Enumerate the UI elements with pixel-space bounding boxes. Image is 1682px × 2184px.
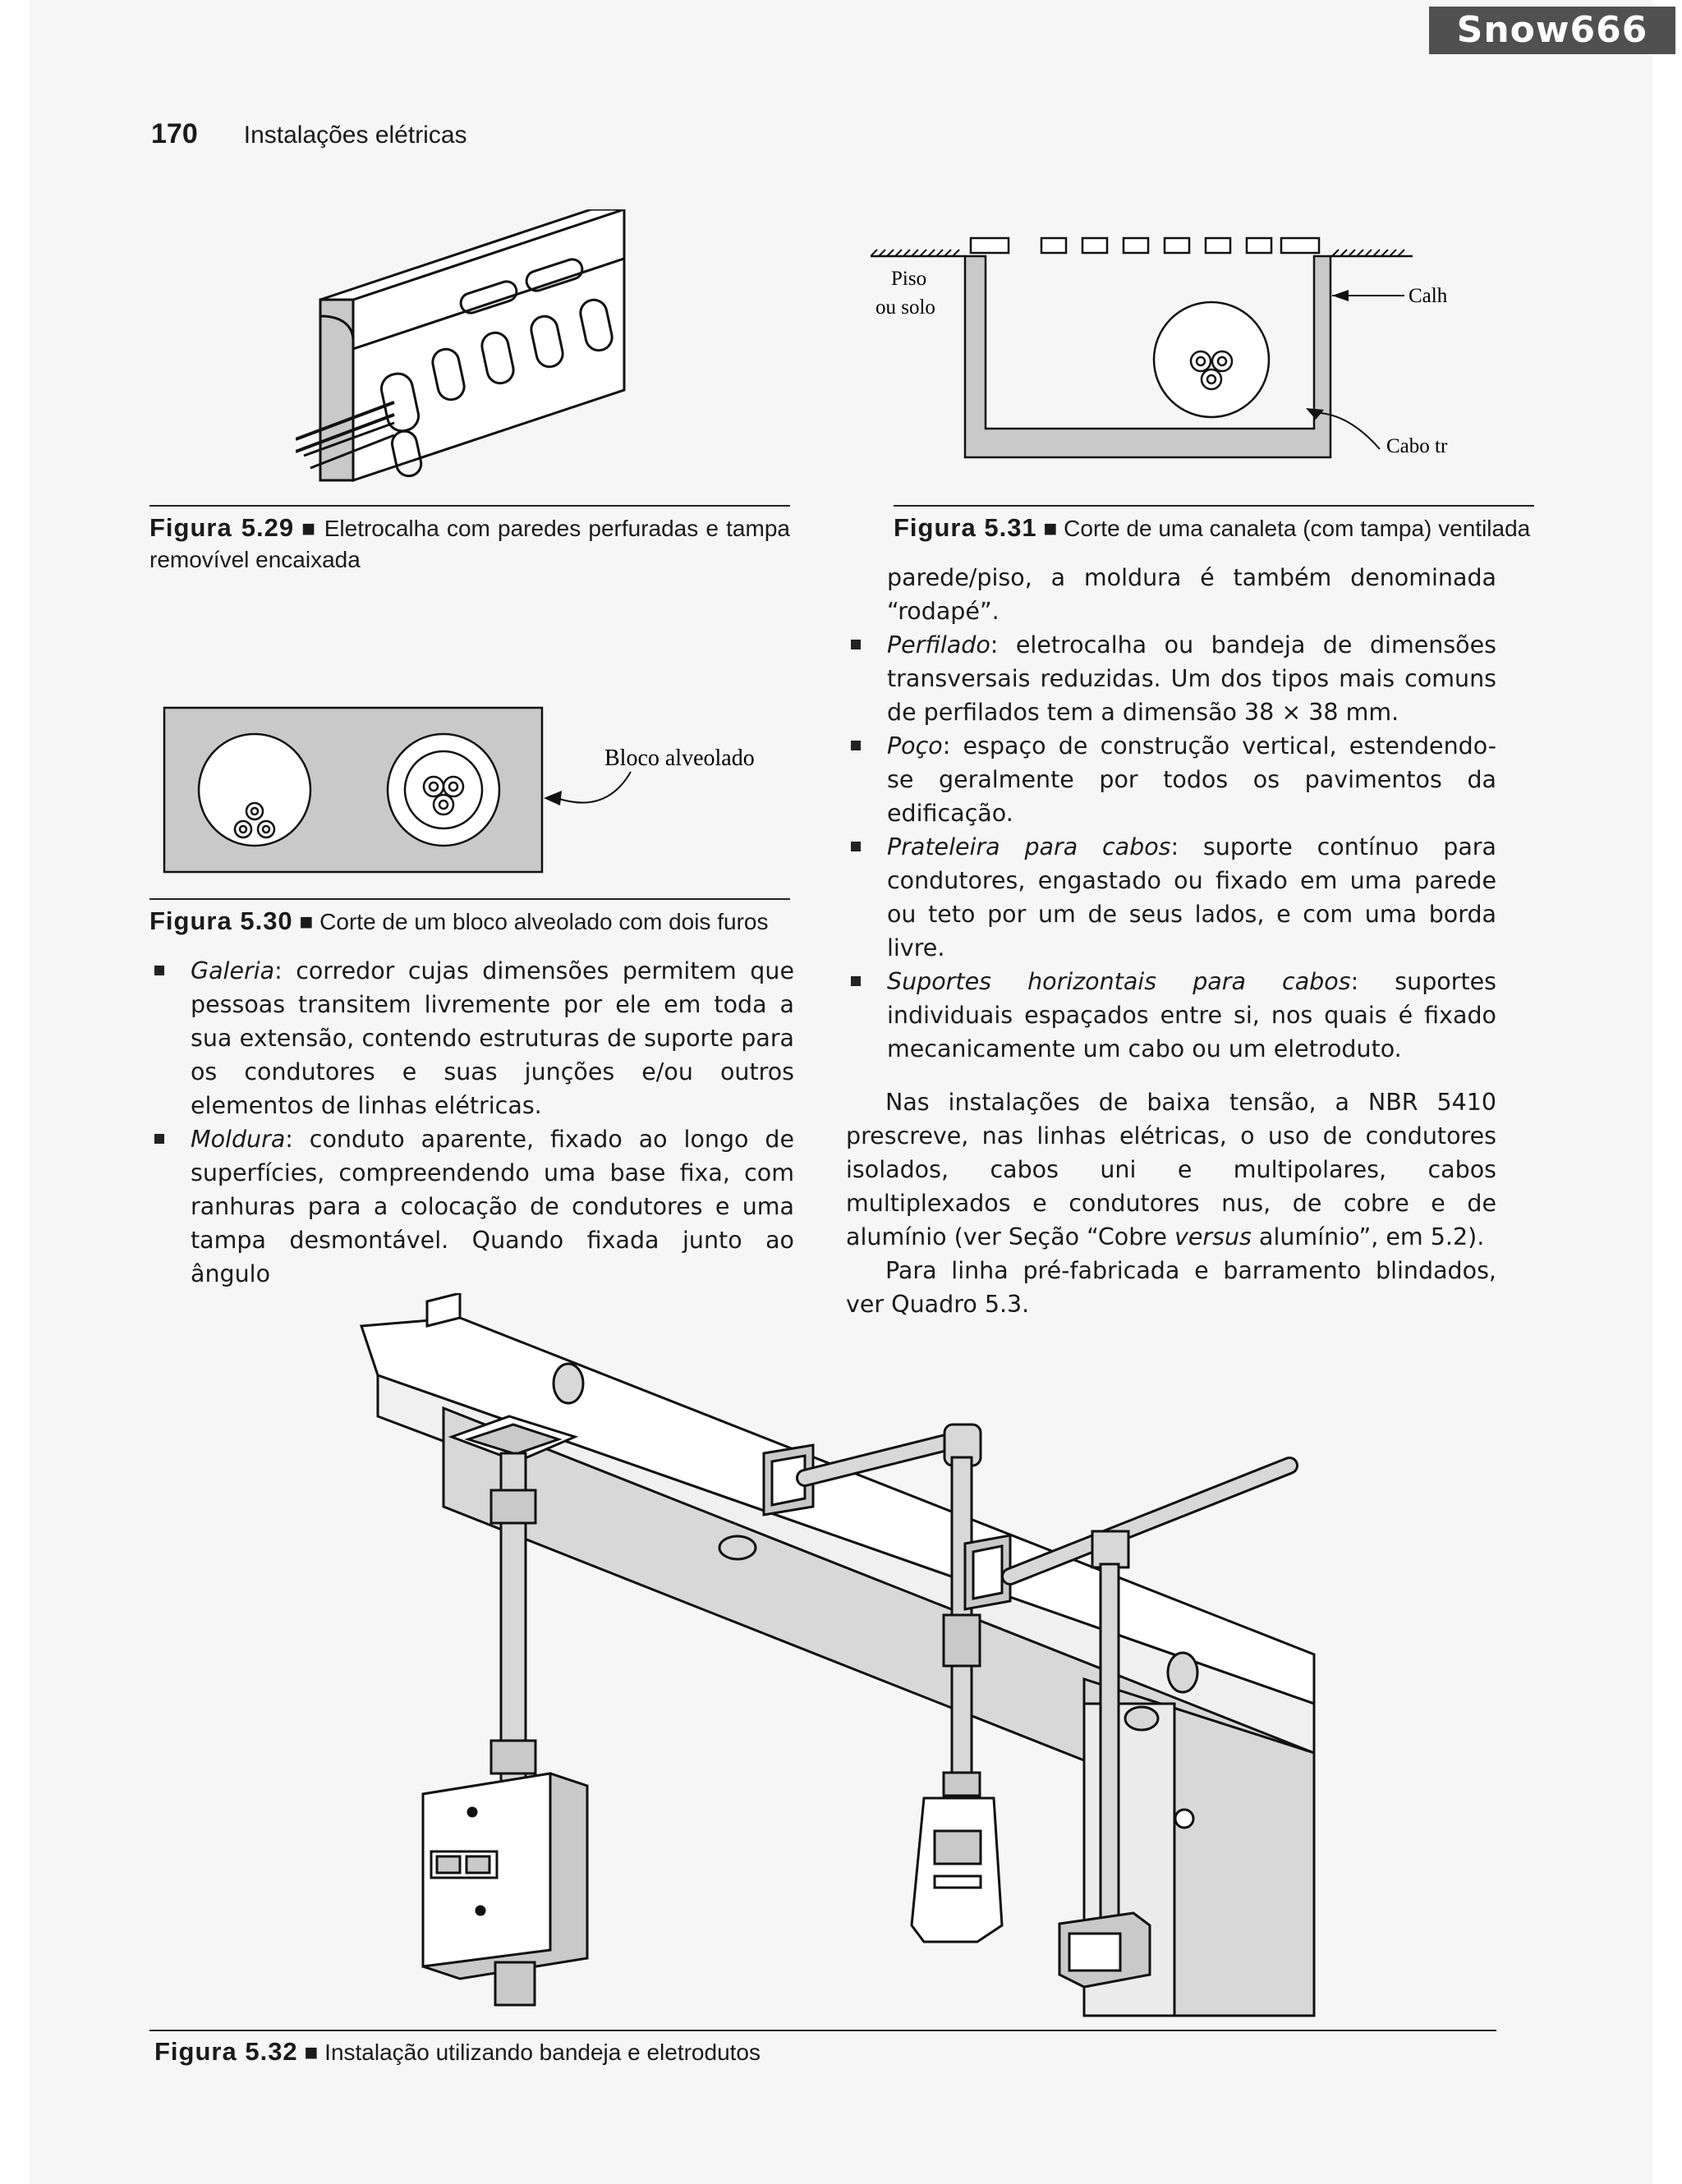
term-versus: versus xyxy=(1174,1223,1252,1250)
definition-prateleira: : suporte contínuo para condutores, engastado ou fixado em uma parede ou teto por um de seus lados, e com uma borda livre. xyxy=(887,833,1496,961)
list-item-poco xyxy=(846,729,1496,830)
definition-galeria: : corredor cujas dimensões permitem que pessoas transitem livremente por ele em toda a sua extensão, contendo estruturas de suporte para os condutores e suas junções e/ou outros elementos de linhas elétricas. xyxy=(191,957,794,1119)
figure-5-30-label: Figura 5.30 xyxy=(149,906,293,935)
watermark-logo: Snow666 xyxy=(1429,7,1675,54)
definition-perfilado: : eletrocalha ou bandeja de dimensões transversais reduzidas. Um dos tipos mais comuns de perfilados tem a dimensão 38 × 38 mm. xyxy=(887,631,1496,726)
figure-5-30-caption xyxy=(149,906,807,938)
left-column-text xyxy=(149,954,794,1291)
caption-separator: ■ xyxy=(304,2039,319,2065)
definition-suportes: : suportes individuais espaçados entre si, nos quais é fixado mecanicamente um cabo ou um eletroduto. xyxy=(887,968,1496,1062)
term-suportes: Suportes horizontais para cabos xyxy=(887,968,1351,995)
running-header xyxy=(151,118,467,150)
term-moldura: Moldura xyxy=(191,1126,286,1153)
figure-5-29-caption-text: Eletrocalha com paredes perfuradas e tampa removível encaixada xyxy=(149,516,790,572)
definition-moldura: : conduto aparente, fixado ao longo de superfícies, compreendendo uma base fixa, com ranhuras para a colocação de condutores e uma tampa desmontável. Quando fixada junto ao ângulo xyxy=(191,1126,794,1287)
figure-5-29-label: Figura 5.29 xyxy=(149,513,295,542)
figure-5-31-label: Figura 5.31 xyxy=(894,513,1037,542)
list-item-galeria xyxy=(149,954,794,1122)
figure-5-29-rule xyxy=(149,505,790,507)
caption-separator: ■ xyxy=(299,909,314,934)
figure-5-30-caption-text: Corte de um bloco alveolado com dois furos xyxy=(319,909,769,934)
figure-5-29-caption xyxy=(149,512,790,576)
figure-5-31-caption xyxy=(894,512,1551,544)
figure-5-31-caption-text: Corte de uma canaleta (com tampa) ventilada xyxy=(1064,516,1531,541)
right-column-text xyxy=(846,561,1496,1321)
list-item-moldura xyxy=(149,1122,794,1291)
running-title: Instalações elétricas xyxy=(243,122,467,149)
list-item-suportes xyxy=(846,965,1496,1066)
paragraph-quadro: Para linha pré-fabricada e barramento blindados, ver Quadro 5.3. xyxy=(846,1257,1496,1318)
figure-5-32-caption-text: Instalação utilizando bandeja e eletrodutos xyxy=(324,2039,761,2065)
figure-5-29-cable-tray-illustration xyxy=(296,209,649,493)
term-prateleira: Prateleira para cabos xyxy=(887,833,1171,860)
term-poco: Poço xyxy=(887,732,943,759)
figure-5-32-label: Figura 5.32 xyxy=(154,2037,298,2066)
figure-5-30-hollow-block-section xyxy=(163,706,803,879)
term-galeria: Galeria xyxy=(191,957,275,984)
label-channel: Calh xyxy=(1409,285,1448,307)
list-item-prateleira xyxy=(846,830,1496,965)
figure-5-31-rule xyxy=(894,505,1534,507)
label-floor-line-1: Piso xyxy=(891,268,927,290)
figure-5-32-tray-conduit-installation xyxy=(345,1293,1478,2024)
callout-label: Bloco alveolado xyxy=(604,746,755,771)
figure-5-32-rule xyxy=(149,2030,1496,2031)
paragraph-nbr5410 xyxy=(846,1085,1496,1254)
figure-5-32-caption xyxy=(154,2036,1140,2068)
term-perfilado: Perfilado xyxy=(887,631,990,658)
caption-separator: ■ xyxy=(301,516,317,541)
list-item-perfilado xyxy=(846,628,1496,729)
figure-5-31-ventilated-channel-section xyxy=(871,234,1478,468)
figure-5-30-rule xyxy=(149,898,790,900)
caption-separator: ■ xyxy=(1043,516,1058,541)
page-number: 170 xyxy=(151,118,198,149)
label-floor-line-2: ou solo xyxy=(875,296,935,319)
label-cable: Cabo tr xyxy=(1386,435,1448,457)
paragraph-nbr5410-text-b: alumínio”, em 5.2). xyxy=(1251,1223,1485,1250)
definition-poco: : espaço de construção vertical, estendendo-se geralmente por todos os pavimentos da edificação. xyxy=(887,732,1496,827)
continued-text: parede/piso, a moldura é também denominada “rodapé”. xyxy=(887,564,1496,625)
paragraph-nbr5410-text-a: Nas instalações de baixa tensão, a NBR 5410 prescreve, nas linhas elétricas, o uso de condutores isolados, cabos uni e multipolares, cabos multiplexados e condutores nus, de cobre e de alumínio (ver Seção “Cobre xyxy=(846,1089,1496,1250)
